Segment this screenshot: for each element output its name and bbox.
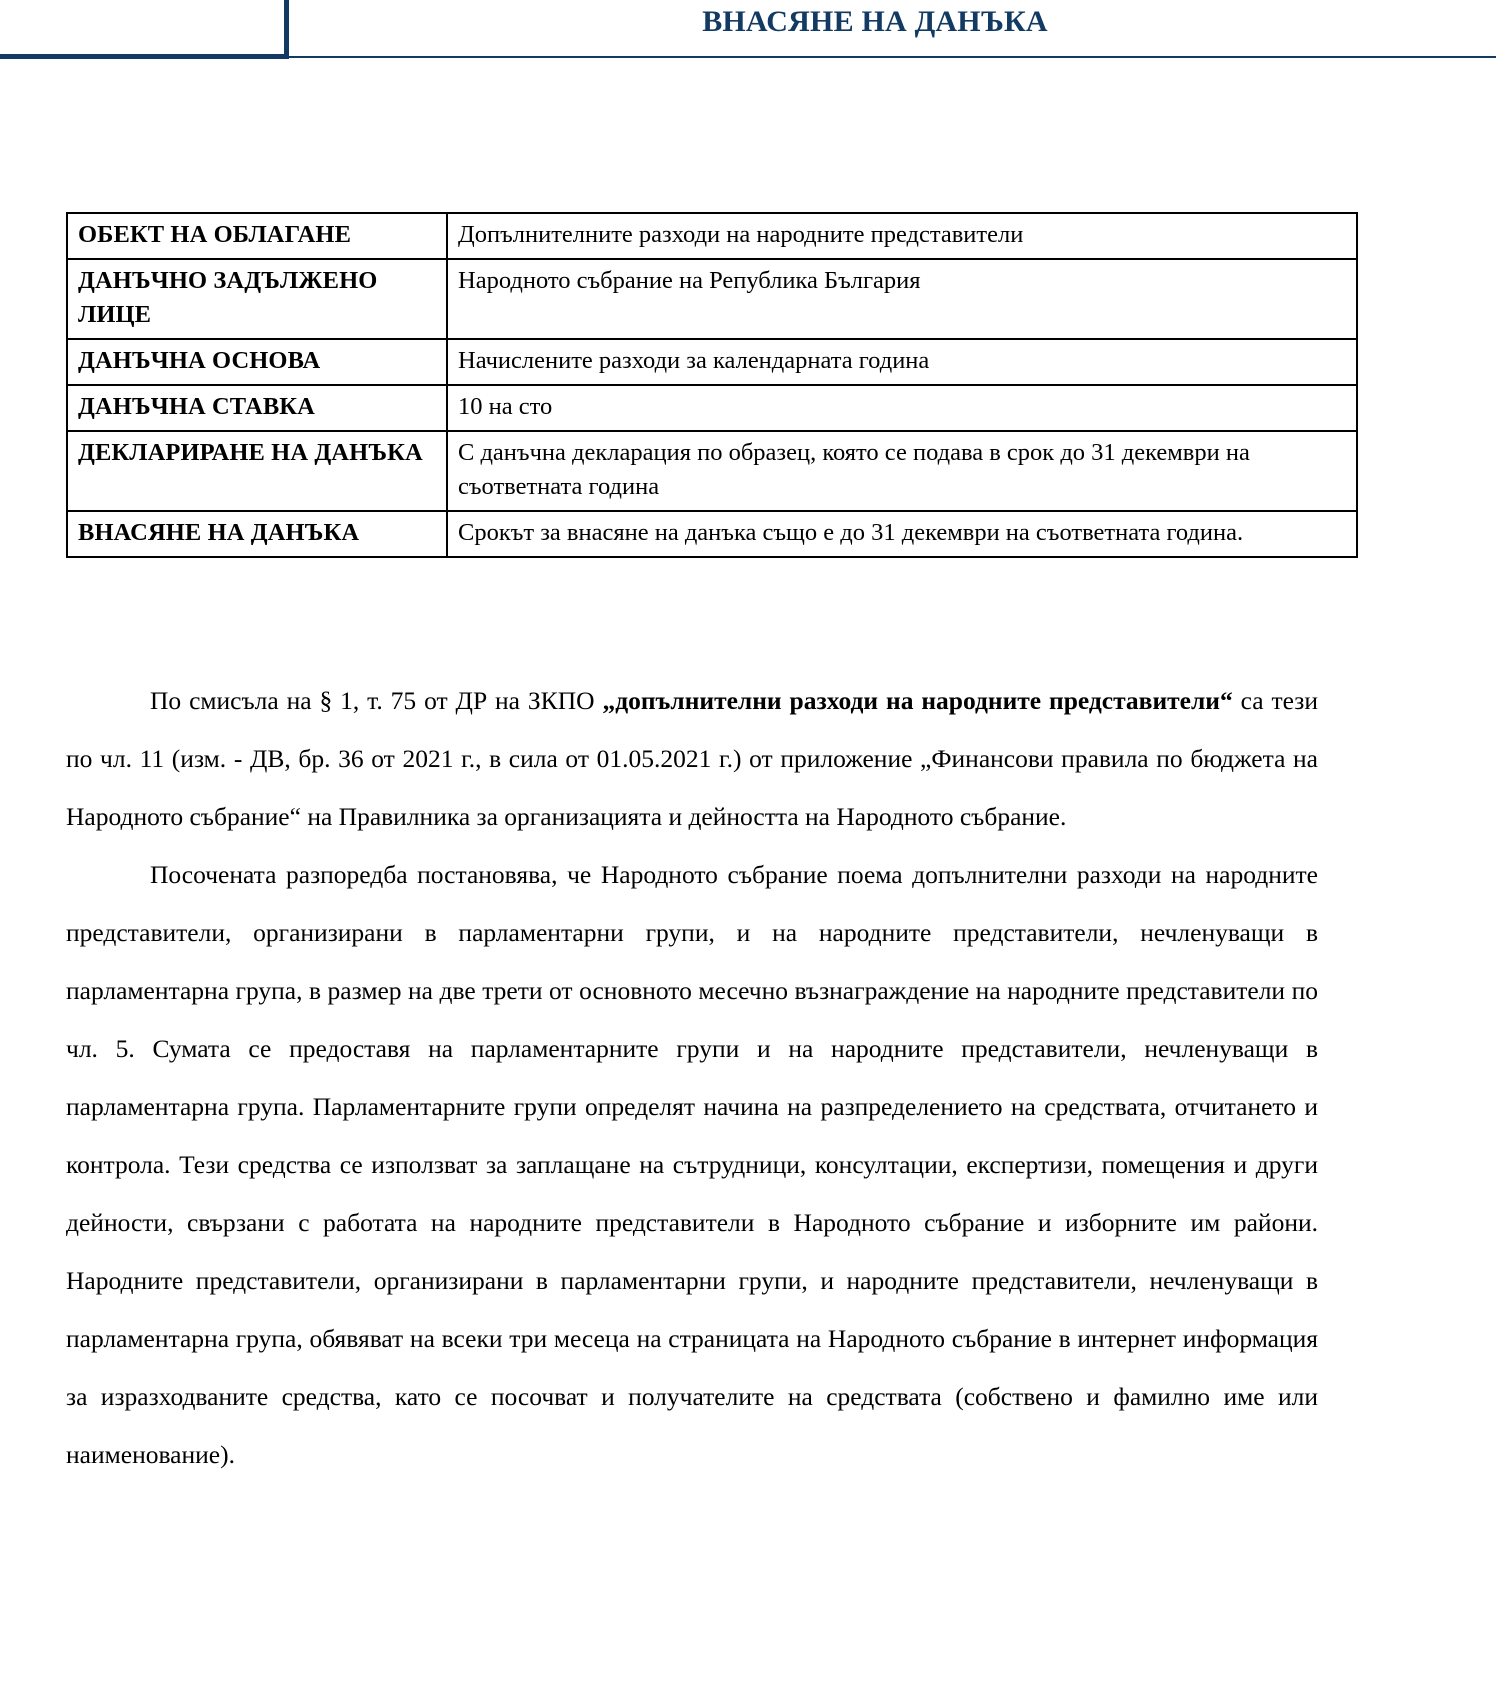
table-cell-value: 10 на сто: [447, 385, 1357, 431]
tax-summary-table: [66, 212, 1358, 558]
page-title: [300, 0, 1450, 44]
table-cell-key: ОБЕКТ НА ОБЛАГАНЕ: [67, 213, 447, 259]
table-row: [67, 259, 1357, 339]
header-horizontal-rule-left: [0, 54, 289, 59]
document-body: [66, 672, 1318, 1484]
table-row: [67, 385, 1357, 431]
paragraph-1-post: са тези по чл. 11 (изм. - ДВ, бр. 36 от 2021 г., в сила от 01.05.2021 г.) от приложение „Финансови правила по бюджета на Народното събрание“ на Правилника за организацията и дейността на Народното събрание.: [66, 686, 1319, 831]
table-cell-key: ВНАСЯНЕ НА ДАНЪКА: [67, 511, 447, 557]
table-cell-key: ДАНЪЧНА СТАВКА: [67, 385, 447, 431]
paragraph-1-pre: По смисъла на § 1, т. 75 от ДР на ЗКПО: [150, 686, 603, 715]
paragraph-definition: [66, 672, 1318, 846]
table-row: [67, 431, 1357, 511]
table-cell-value: Срокът за внасяне на данъка също е до 31 декември на съответната година.: [447, 511, 1357, 557]
paragraph-provision: Посочената разпоредба постановява, че Народното събрание поема допълнителни разходи на народните представители, организирани в парламентарни групи, и на народните представители, нечленуващи в парламентарна група, в размер на две трети от основното месечно възнаграждение на народните представители по чл. 5. Сумата се предоставя на парламентарните групи и на народните представители, нечленуващи в парламентарна група. Парламентарните групи определят начина на разпределението на средствата, отчитането и контрола. Тези средства се използват за заплащане на сътрудници, консултации, експертизи, помещения и други дейности, свързани с работата на народните представители в Народното събрание и изборните им райони. Народните представители, организирани в парламентарни групи, и народните представители, нечленуващи в парламентарна група, обявяват на всеки три месеца на страницата на Народното събрание в интернет информация за изразходваните средства, като се посочват и получателите на средствата (собствено и фамилно име или наименование).: [66, 860, 1318, 1469]
table-row: [67, 339, 1357, 385]
page-header: [0, 0, 1496, 60]
paragraph-1-bold-term: „допълнителни разходи на народните представители“: [602, 686, 1233, 715]
table-row: [67, 213, 1357, 259]
header-vertical-rule: [284, 0, 289, 56]
table-row: [67, 511, 1357, 557]
table-cell-value: Начислените разходи за календарната година: [447, 339, 1357, 385]
table-cell-key: ДЕКЛАРИРАНЕ НА ДАНЪКА: [67, 431, 447, 511]
table-cell-value: Допълнителните разходи на народните представители: [447, 213, 1357, 259]
page-title-line-2: ВНАСЯНЕ НА ДАНЪКА: [702, 5, 1048, 38]
table-cell-key: ДАНЪЧНО ЗАДЪЛЖЕНО ЛИЦЕ: [67, 259, 447, 339]
table-cell-key: ДАНЪЧНА ОСНОВА: [67, 339, 447, 385]
table-cell-value: С данъчна декларация по образец, която се подава в срок до 31 декември на съответната година: [447, 431, 1357, 511]
table-cell-value: Народното събрание на Република България: [447, 259, 1357, 339]
header-horizontal-rule-right: [289, 56, 1496, 58]
